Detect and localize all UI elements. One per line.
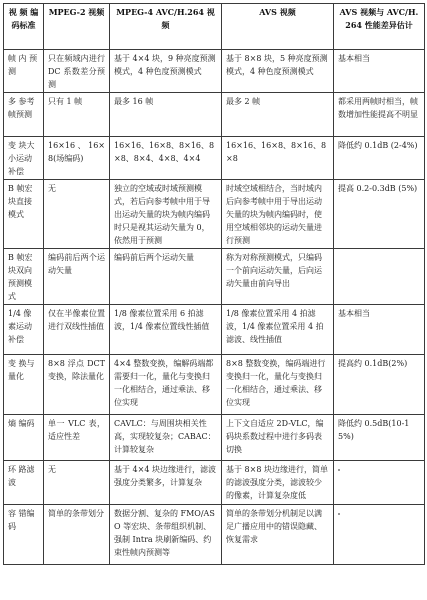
header-standard: 视 频 编码标准: [4, 4, 44, 50]
table-row: [4, 461, 425, 505]
diff-cell: 提高 0.2-0.3dB (5%): [334, 180, 425, 249]
row-label: B 帧宏块双向预测模式: [4, 249, 44, 305]
row-label: 熵 编码: [4, 415, 44, 461]
mpeg2-cell: 编码前后两个运动矢量: [44, 249, 110, 305]
diff-cell: [334, 461, 425, 505]
mpeg2-cell: 仅在半像素位置进行双线性插值: [44, 305, 110, 355]
diff-cell: 降低约 0.1dB (2-4%): [334, 137, 425, 180]
table-row: [4, 249, 425, 305]
h264-cell: 数据分割、复杂的 FMO/ASO 等宏块、条带组织机制、强制 Intra 块刷新编码、约束性帧内预测等: [110, 505, 222, 565]
mpeg2-cell: 无: [44, 461, 110, 505]
h264-cell: 基于 4×4 块，9 种亮度预测模式，4 种色度预测模式: [110, 50, 222, 93]
header-mpeg2: MPEG-2 视频: [44, 4, 110, 50]
h264-cell: 1/8 像素位置采用 6 拍滤波，1/4 像素位置线性插值: [110, 305, 222, 355]
header-h264: MPEG-4 AVC/H.264 视频: [110, 4, 222, 50]
row-label: 1/4 像素运动补偿: [4, 305, 44, 355]
diff-cell: 降低约 0.5dB(10-15%): [334, 415, 425, 461]
diff-cell: 基本相当: [334, 305, 425, 355]
avs-cell: 8×8 整数变换，编码端进行变换归一化，量化与变换归一化相结合，通过乘法、移位实现: [222, 355, 334, 415]
row-label: 容 错编码: [4, 505, 44, 565]
diff-cell: 都采用两帧时相当，帧数增加性能提高不明显: [334, 93, 425, 137]
table-header-row: [4, 4, 425, 50]
cell-dot-mark: [338, 469, 340, 471]
header-avs: AVS 视频: [222, 4, 334, 50]
h264-cell: 4×4 整数变换，编解码端都需要归一化，量化与变换归一化相结合，通过乘法、移位实现: [110, 355, 222, 415]
table-row: [4, 415, 425, 461]
table-row: [4, 180, 425, 249]
table-row: [4, 355, 425, 415]
h264-cell: 独立的空域或时域预测模式，若后向参考帧中用于导出运动矢量的块为帧内编码时只是视其运动矢量为 0，依然用于预测: [110, 180, 222, 249]
table-row: [4, 93, 425, 137]
mpeg2-cell: 8×8 浮点 DCT 变换，除法量化: [44, 355, 110, 415]
h264-cell: 16×16、16×8、8×16、8×8、8×4、4×8、4×4: [110, 137, 222, 180]
codec-comparison-table: [3, 3, 425, 565]
row-label: 变 换与量化: [4, 355, 44, 415]
table-row: [4, 305, 425, 355]
header-performance-diff: AVS 视频与 AVC/H.264 性能差异估计: [334, 4, 425, 50]
mpeg2-cell: 只在频域内进行 DC 系数差分预测: [44, 50, 110, 93]
avs-cell: 1/8 像素位置采用 4 拍滤波，1/4 像素位置采用 4 拍滤波、线性插值: [222, 305, 334, 355]
row-label: 变 块大小运动补偿: [4, 137, 44, 180]
mpeg2-cell: 只有 1 帧: [44, 93, 110, 137]
mpeg2-cell: 16×16、16×8(场编码): [44, 137, 110, 180]
avs-cell: 时域空域相结合，当时域内后向参考帧中用于导出运动矢量的块为帧内编码时，使用空域相邻块的运动矢量进行预测: [222, 180, 334, 249]
avs-cell: 基于 8×8 块，5 种亮度预测模式，4 种色度预测模式: [222, 50, 334, 93]
h264-cell: CAVLC：与周围块相关性高，实现较复杂；CABAC：计算较复杂: [110, 415, 222, 461]
avs-cell: 基于 8×8 块边缘进行，简单的滤波强度分类，滤波较少的像素，计算复杂度低: [222, 461, 334, 505]
cell-dot-mark: [338, 513, 340, 515]
table-row: [4, 50, 425, 93]
diff-cell: 提高约 0.1dB(2%): [334, 355, 425, 415]
row-label: 多 参考帧预测: [4, 93, 44, 137]
diff-cell: [334, 249, 425, 305]
avs-cell: 16×16、16×8、8×16、8×8: [222, 137, 334, 180]
mpeg2-cell: 单一 VLC 表，适应性差: [44, 415, 110, 461]
h264-cell: 编码前后两个运动矢量: [110, 249, 222, 305]
avs-cell: 最多 2 帧: [222, 93, 334, 137]
h264-cell: 最多 16 帧: [110, 93, 222, 137]
avs-cell: 简单的条带划分机制足以满足广播应用中的错误隐藏、恢复需求: [222, 505, 334, 565]
table-row: [4, 137, 425, 180]
avs-cell: 上下文自适应 2D-VLC，编码块系数过程中进行多码表切换: [222, 415, 334, 461]
diff-cell: [334, 505, 425, 565]
mpeg2-cell: 无: [44, 180, 110, 249]
row-label: B 帧宏块直接模式: [4, 180, 44, 249]
h264-cell: 基于 4×4 块边缘进行，滤波强度分类繁多，计算复杂: [110, 461, 222, 505]
table-row: [4, 505, 425, 565]
avs-cell: 称为对称预测模式，只编码一个前向运动矢量，后向运动矢量由前向导出: [222, 249, 334, 305]
mpeg2-cell: 简单的条带划分: [44, 505, 110, 565]
diff-cell: 基本相当: [334, 50, 425, 93]
row-label: 帧 内 预测: [4, 50, 44, 93]
row-label: 环 路滤波: [4, 461, 44, 505]
